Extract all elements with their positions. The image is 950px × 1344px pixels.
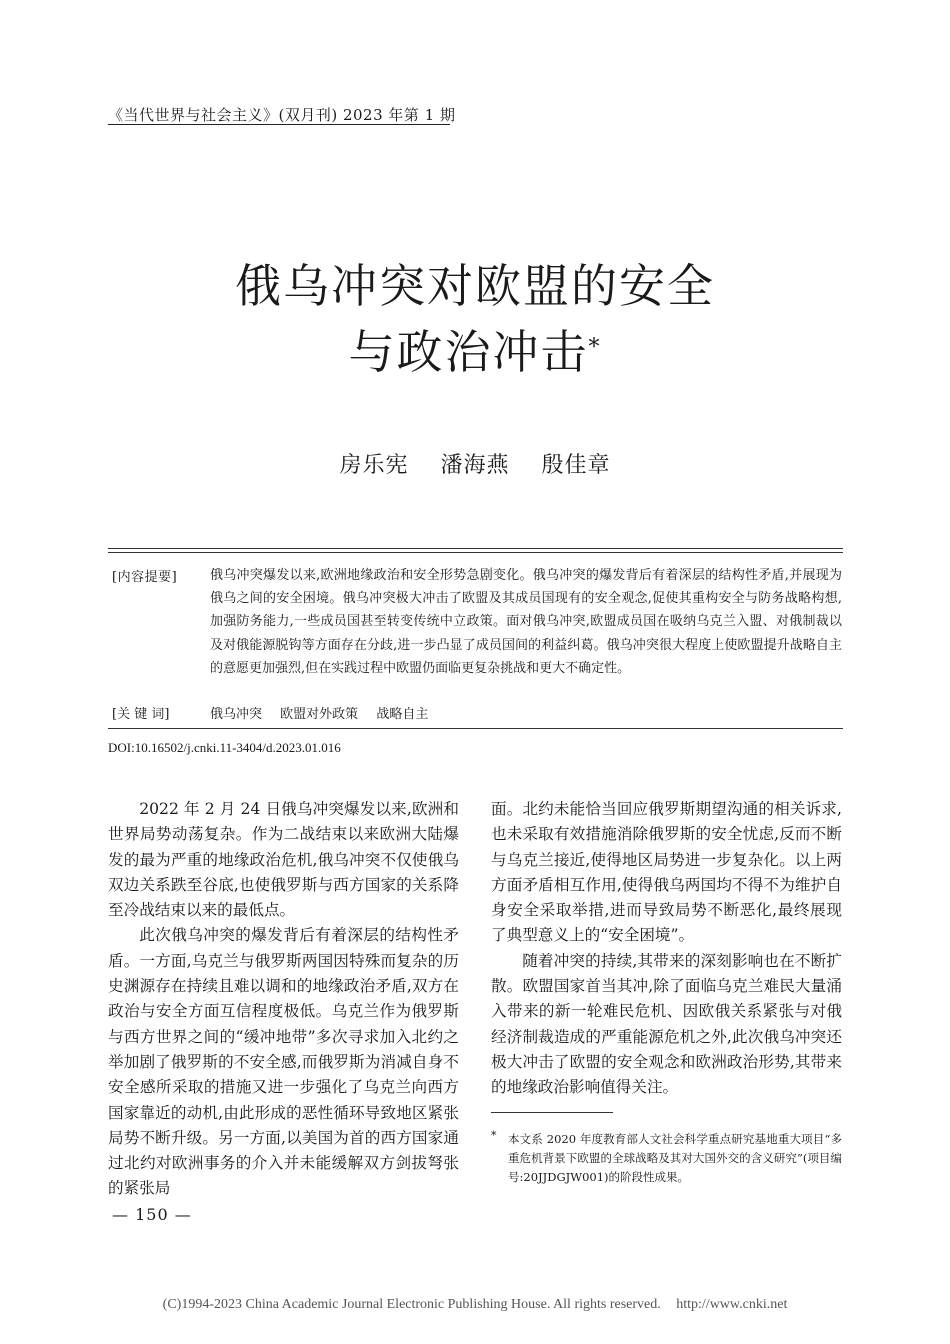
footnote-marker: * <box>491 1129 497 1142</box>
author-name: 潘海燕 <box>440 453 510 478</box>
abstract-top-rule-inner <box>108 552 843 553</box>
body-column-left <box>108 797 459 1202</box>
footnote-rule <box>491 1112 613 1113</box>
author-list <box>0 448 950 479</box>
doi: DOI:10.16502/j.cnki.11-3404/d.2023.01.016 <box>108 740 341 755</box>
page-number: — 150 — <box>112 1205 192 1224</box>
body-column-right <box>491 797 842 1101</box>
footnote-text: 本文系 2020 年度教育部人文社会科学重点研究基地重大项目“多重危机背景下欧盟的全球战略及其对大国外交的含义研究”(项目编号:20JJDGJW001)的阶段性成果。 <box>508 1132 842 1184</box>
keywords-list <box>210 703 442 722</box>
article-title-line1: 俄乌冲突对欧盟的安全 <box>235 259 715 313</box>
title-line2-text: 与政治冲击 <box>348 325 589 379</box>
keyword: 俄乌冲突 <box>210 707 263 722</box>
title-footnote-marker: * <box>588 335 602 360</box>
body-paragraph: 2022 年 2 月 24 日俄乌冲突爆发以来,欧洲和世界局势动荡复杂。作为二战结束以来欧洲大陆爆发的最为严重的地缘政治危机,俄乌冲突不仅使俄乌双边关系跌至谷底,也使俄罗斯与西方国家的关系降至冷战结束以来的最低点。 <box>108 800 459 920</box>
author-name: 房乐宪 <box>339 453 409 478</box>
body-paragraph: 此次俄乌冲突的爆发背后有着深层的结构性矛盾。一方面,乌克兰与俄罗斯两国因特殊而复杂的历史渊源存在持续且难以调和的地缘政治矛盾,双方在政治与安全方面互信程度极低。乌克兰作为俄罗斯与西方世界之间的“缓冲地带”多次寻求加入北约之举加剧了俄罗斯的不安全感,而俄罗斯为消减自身不安全感所采取的措施又进一步强化了乌克兰向西方国家靠近的动机,由此形成的恶性循环导致地区紧张局势不断升级。另一方面,以美国为首的西方国家通过北约对欧洲事务的介入并未能缓解双方剑拔弩张的紧张局 <box>108 926 459 1198</box>
body-paragraph: 面。北约未能恰当回应俄罗斯期望沟通的相关诉求,也未采取有效措施消除俄罗斯的安全忧虑,反而不断与乌克兰接近,使得地区局势进一步复杂化。以上两方面矛盾相互作用,使得俄乌两国均不得不为维护自身安全采取举措,进而导致局势不断恶化,最终展现了典型意义上的“安全困境”。 <box>491 800 842 945</box>
footnote <box>491 1130 842 1187</box>
abstract-top-rule <box>108 548 843 549</box>
abstract-label: [内容提要] <box>112 570 178 585</box>
keyword: 欧盟对外政策 <box>280 707 359 722</box>
header-rule <box>108 124 450 125</box>
keywords-label: [关 键 词] <box>112 707 170 722</box>
journal-header: 《当代世界与社会主义》(双月刊) 2023 年第 1 期 <box>108 106 456 124</box>
author-name: 殷佳章 <box>541 453 611 478</box>
keyword: 战略自主 <box>376 707 429 722</box>
abstract-text: 俄乌冲突爆发以来,欧洲地缘政治和安全形势急剧变化。俄乌冲突的爆发背后有着深层的结构性矛盾,并展现为俄乌之间的安全困境。俄乌冲突极大冲击了欧盟及其成员国现有的安全观念,促使其重构安全与防务战略构想,加强防务能力,一些成员国甚至转变传统中立政策。面对俄乌冲突,欧盟成员国在吸纳乌克兰入盟、对俄制裁以及对俄能源脱钩等方面存在分歧,进一步凸显了成员国间的利益纠葛。俄乌冲突很大程度上使欧盟提升战略自主的意愿更加强烈,但在实践过程中欧盟仍面临更复杂挑战和更大不确定性。 <box>210 568 842 676</box>
copyright-notice: (C)1994-2023 China Academic Journal Electronic Publishing House. All rights reserved. <box>162 1297 661 1312</box>
article-title-line2 <box>0 324 950 380</box>
abstract-bottom-rule <box>108 728 843 729</box>
copyright-line <box>0 1297 950 1313</box>
body-paragraph: 随着冲突的持续,其带来的深刻影响也在不断扩散。欧盟国家首当其冲,除了面临乌克兰难民大量涌入带来的新一轮难民危机、因欧俄关系紧张与对俄经济制裁造成的严重能源危机之外,此次俄乌冲突还极大冲击了欧盟的安全观念和欧洲政治形势,其带来的地缘政治影响值得关注。 <box>491 951 842 1097</box>
copyright-url[interactable]: http://www.cnki.net <box>676 1297 788 1312</box>
